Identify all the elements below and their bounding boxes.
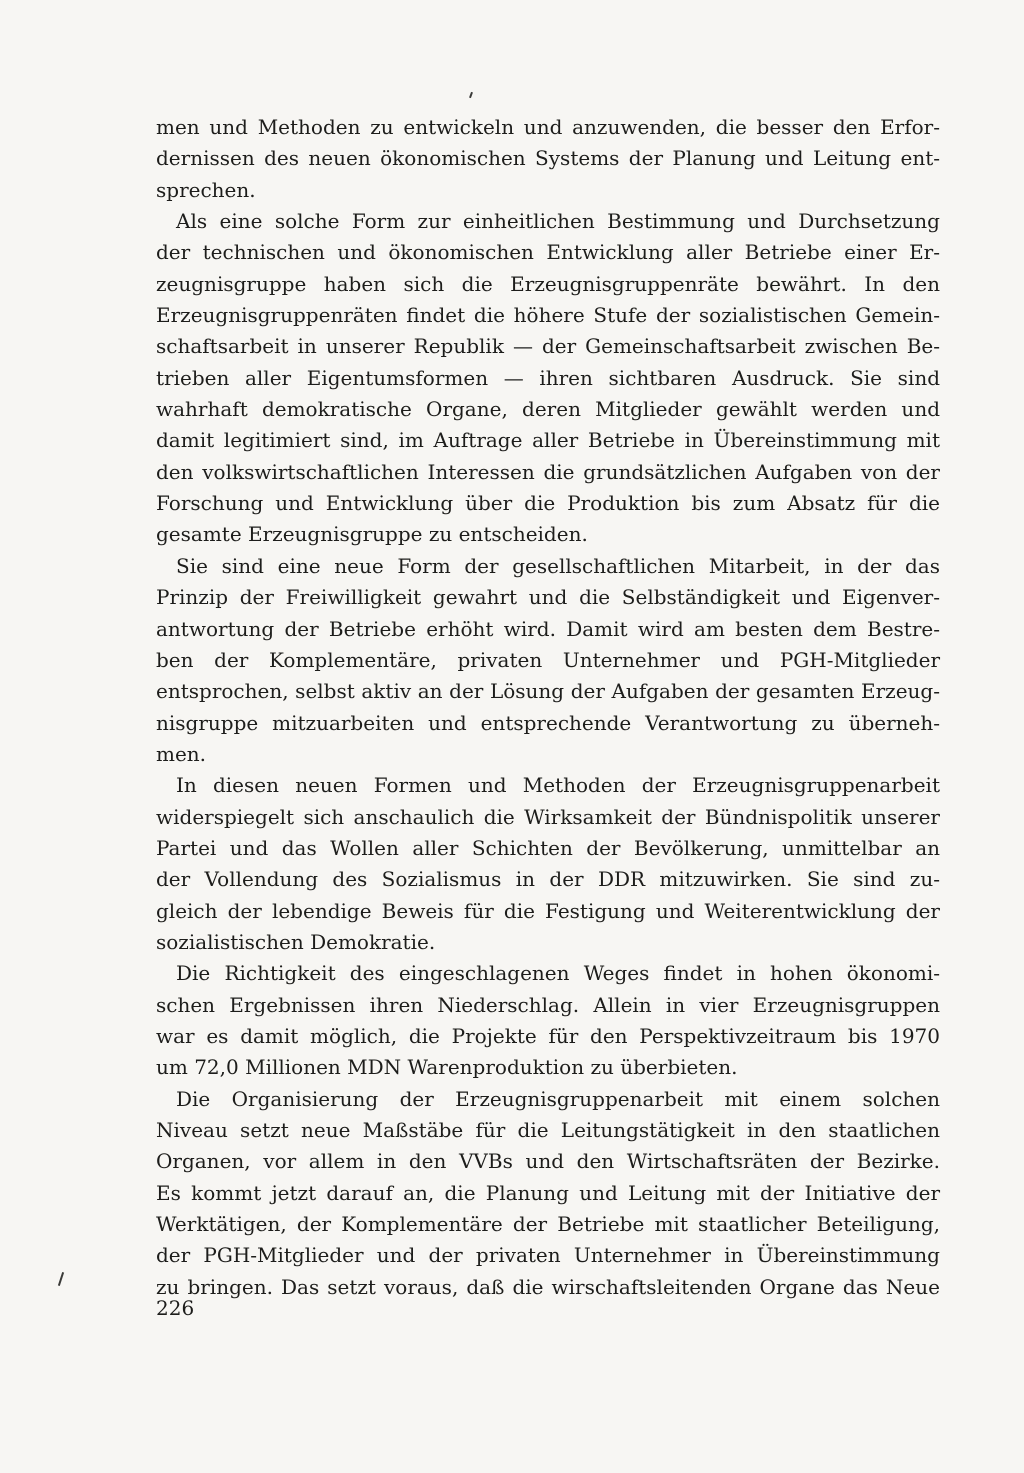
- text-line: Erzeugnisgruppenräten findet die höhere Stufe der sozialistischen Gemein-: [156, 303, 940, 328]
- text-line: widerspiegelt sich anschaulich die Wirksamkeit der Bündnispolitik unserer: [156, 804, 940, 829]
- text-line: gesamte Erzeugnisgruppe zu entscheiden.: [156, 522, 588, 547]
- text-line: schaftsarbeit in unserer Republik — der Gemeinschaftsarbeit zwischen Be-: [156, 334, 940, 359]
- page-number: 226: [156, 1296, 195, 1320]
- text-line: entsprochen, selbst aktiv an der Lösung der Aufgaben der gesamten Erzeug-: [156, 679, 940, 704]
- text-line: den volkswirtschaftlichen Interessen die grundsätzlichen Aufgaben von der: [156, 459, 940, 484]
- page-body: [156, 112, 940, 1303]
- scan-speck: [58, 1272, 64, 1286]
- text-line: der technischen und ökonomischen Entwicklung aller Betriebe einer Er-: [156, 240, 940, 265]
- text-line: der Vollendung des Sozialismus in der DDR mitzuwirken. Sie sind zu-: [156, 867, 940, 892]
- text-line: men.: [156, 741, 207, 766]
- text-line: In diesen neuen Formen und Methoden der Erzeugnisgruppenarbeit: [176, 773, 940, 798]
- paragraph-6: [156, 1084, 940, 1303]
- text-line: nisgruppe mitzuarbeiten und entsprechende Verantwortung zu überneh-: [156, 710, 940, 735]
- text-line: Werktätigen, der Komplementäre der Betriebe mit staatlicher Beteiligung,: [156, 1212, 940, 1237]
- text-line: Partei und das Wollen aller Schichten der Bevölkerung, unmittelbar an: [156, 835, 940, 860]
- paragraph-3: [156, 551, 940, 770]
- paragraph-1: [156, 112, 940, 206]
- text-line: antwortung der Betriebe erhöht wird. Damit wird am besten dem Bestre-: [156, 616, 940, 641]
- text-line: sprechen.: [156, 177, 256, 202]
- paragraph-2: [156, 206, 940, 551]
- text-line: men und Methoden zu entwickeln und anzuwenden, die besser den Erfor-: [156, 115, 940, 139]
- text-line: zeugnisgruppe haben sich die Erzeugnisgruppenräte bewährt. In den: [156, 271, 940, 296]
- text-line: Sie sind eine neue Form der gesellschaftlichen Mitarbeit, in der das: [176, 553, 940, 578]
- text-line: Die Richtigkeit des eingeschlagenen Weges findet in hohen ökonomi-: [176, 961, 940, 986]
- text-line: Es kommt jetzt darauf an, die Planung und Leitung mit der Initiative der: [156, 1180, 940, 1205]
- paragraph-5: [156, 958, 940, 1083]
- text-line: gleich der lebendige Beweis für die Festigung und Weiterentwicklung der: [156, 898, 940, 923]
- text-line: dernissen des neuen ökonomischen Systems der Planung und Leitung ent-: [156, 146, 940, 171]
- paragraph-4: [156, 770, 940, 958]
- text-line: damit legitimiert sind, im Auftrage aller Betriebe in Übereinstimmung mit: [156, 428, 940, 453]
- text-line: ben der Komplementäre, privaten Unternehmer und PGH-Mitglieder: [156, 647, 940, 672]
- text-line: wahrhaft demokratische Organe, deren Mitglieder gewählt werden und: [156, 397, 940, 422]
- text-line: war es damit möglich, die Projekte für den Perspektivzeitraum bis 1970: [156, 1023, 940, 1048]
- text-line: Prinzip der Freiwilligkeit gewahrt und die Selbständigkeit und Eigenver-: [156, 585, 940, 610]
- text-line: Niveau setzt neue Maßstäbe für die Leitungstätigkeit in den staatlichen: [156, 1118, 940, 1142]
- text-line: Die Organisierung der Erzeugnisgruppenarbeit mit einem solchen: [176, 1086, 940, 1111]
- text-line: um 72,0 Millionen MDN Warenproduktion zu überbieten.: [156, 1055, 738, 1080]
- text-line: Forschung und Entwicklung über die Produktion bis zum Absatz für die: [156, 491, 940, 516]
- text-line: zu bringen. Das setzt voraus, daß die wirschaftsleitenden Organe das Neue: [156, 1274, 940, 1299]
- text-line: Organen, vor allem in den VVBs und den Wirtschaftsräten der Bezirke.: [156, 1149, 940, 1174]
- text-line: trieben aller Eigentumsformen — ihren sichtbaren Ausdruck. Sie sind: [156, 365, 940, 390]
- text-line: Als eine solche Form zur einheitlichen Bestimmung und Durchsetzung: [176, 209, 940, 234]
- text-line: sozialistischen Demokratie.: [156, 929, 436, 954]
- text-line: schen Ergebnissen ihren Niederschlag. Allein in vier Erzeugnisgruppen: [156, 992, 940, 1017]
- text-line: der PGH-Mitglieder und der privaten Unternehmer in Übereinstimmung: [156, 1243, 940, 1268]
- scan-speck: [469, 92, 473, 98]
